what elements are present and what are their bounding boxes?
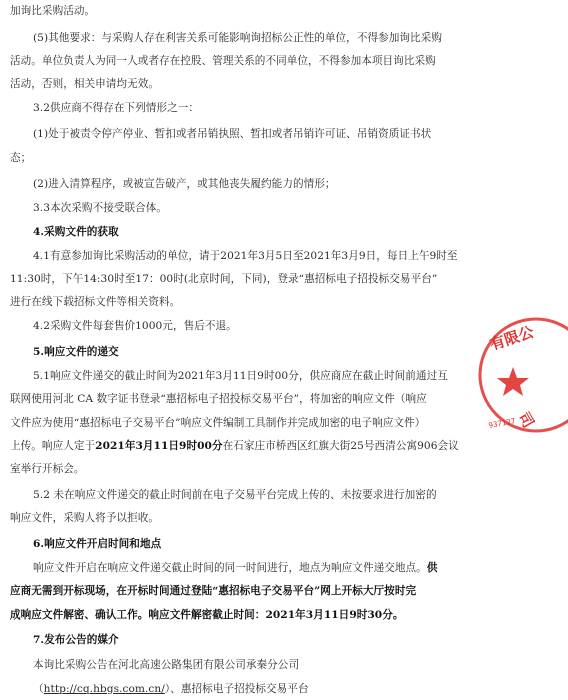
section-heading: 4.采购文件的获取 [33,226,119,238]
text-span: 在石家庄市桥西区红旗大街25号西清公寓906会议 [222,440,459,452]
text-span: 上传。响应人定于 [10,440,96,452]
text-line: (2)进入清算程序，或被宣告破产，或其他丧失履约能力的情形； [33,178,336,190]
text-line: 3.3本次采购不接受联合体。 [33,202,168,214]
text-span: 响应文件开启在响应文件递交截止时间的同一时间进行，地点为响应文件递交地点。 [33,562,427,574]
text-line: 5.2 未在响应文件递交的截止时间前在电子交易平台完成上传的、未按要求进行加密的 [33,489,437,501]
text-line: 响应文件，采购人将予以拒收。 [10,512,160,524]
text-line: 态； [10,152,32,164]
text-line: 5.1响应文件递交的截止时间为2021年3月11日9时00分，供应商应在截止时间前通过互 [33,370,448,382]
text-line: 本询比采购公告在河北高速公路集团有限公司承秦分公司 [33,659,300,671]
text-line [33,682,481,696]
seal-star-icon [497,367,529,396]
text-line: 4.2采购文件每套售价1000元，售后不退。 [33,320,237,332]
bold-text-line: 应商无需到开标现场，在开标时间通过登陆“惠招标电子交易平台”网上开标大厅按时完 [10,585,417,597]
text-line: (5)其他要求：与采购人存在利害关系可能影响询招标公正性的单位，不得参加询比采购 [33,32,442,44]
bold-date: 2021年3月11日9时00分 [95,440,223,452]
text-line [10,439,481,453]
text-line: 进行在线下载招标文件等相关资料。 [10,296,181,308]
bold-text-line: 成响应文件解密、确认工作。响应文件解密截止时间：2021年3月11日9时30分。 [10,609,404,621]
seal-text-top: 有限公 [487,322,537,354]
section-heading: 6.响应文件开启时间和地点 [33,538,162,550]
text-span: ）、惠招标电子招投标交易平台 [164,683,309,695]
text-line [33,561,481,575]
text-span: （ [33,683,44,695]
text-line: 加询比采购活动。 [10,5,96,17]
text-line: 文件应为使用“惠招标电子交易平台”响应文件编制工具制作并完成加密的电子响应文件） [10,417,426,429]
text-line: 4.1有意参加询比采购活动的单位，请于2021年3月5日至2021年3月9日，每日上午9时至 [33,250,458,262]
text-line: (1)处于被责令停产停业、暂扣或者吊销执照、暂扣或者吊销许可证、吊销资质证书状 [33,128,432,140]
text-line: 联网使用河北 CA 数字证书登录“惠招标电子招投标交易平台”，将加密的响应文件（响应 [10,393,427,405]
text-line: 11:30时，下午14:30时至17：00时(北京时间，下同)，登录“惠招标电子招投标交易平台” [10,273,438,285]
official-seal-icon [478,312,568,438]
seal-number: 937127 [487,416,517,430]
section-heading: 5.响应文件的递交 [33,346,119,358]
website-link[interactable]: http://cq.hbgs.com.cn/ [43,683,165,695]
text-line: 活动，否则，相关申请均无效。 [10,78,160,90]
section-heading: 7.发布公告的媒介 [33,634,119,646]
bold-span: 供 [426,562,438,574]
seal-text-side: 司 [514,409,538,432]
text-line: 室举行开标会。 [10,463,85,475]
text-line: 3.2供应商不得存在下列情形之一： [33,102,200,114]
text-line: 活动。单位负责人为同一人或者存在控股、管理关系的不同单位，不得参加本项目询比采购 [10,55,436,67]
